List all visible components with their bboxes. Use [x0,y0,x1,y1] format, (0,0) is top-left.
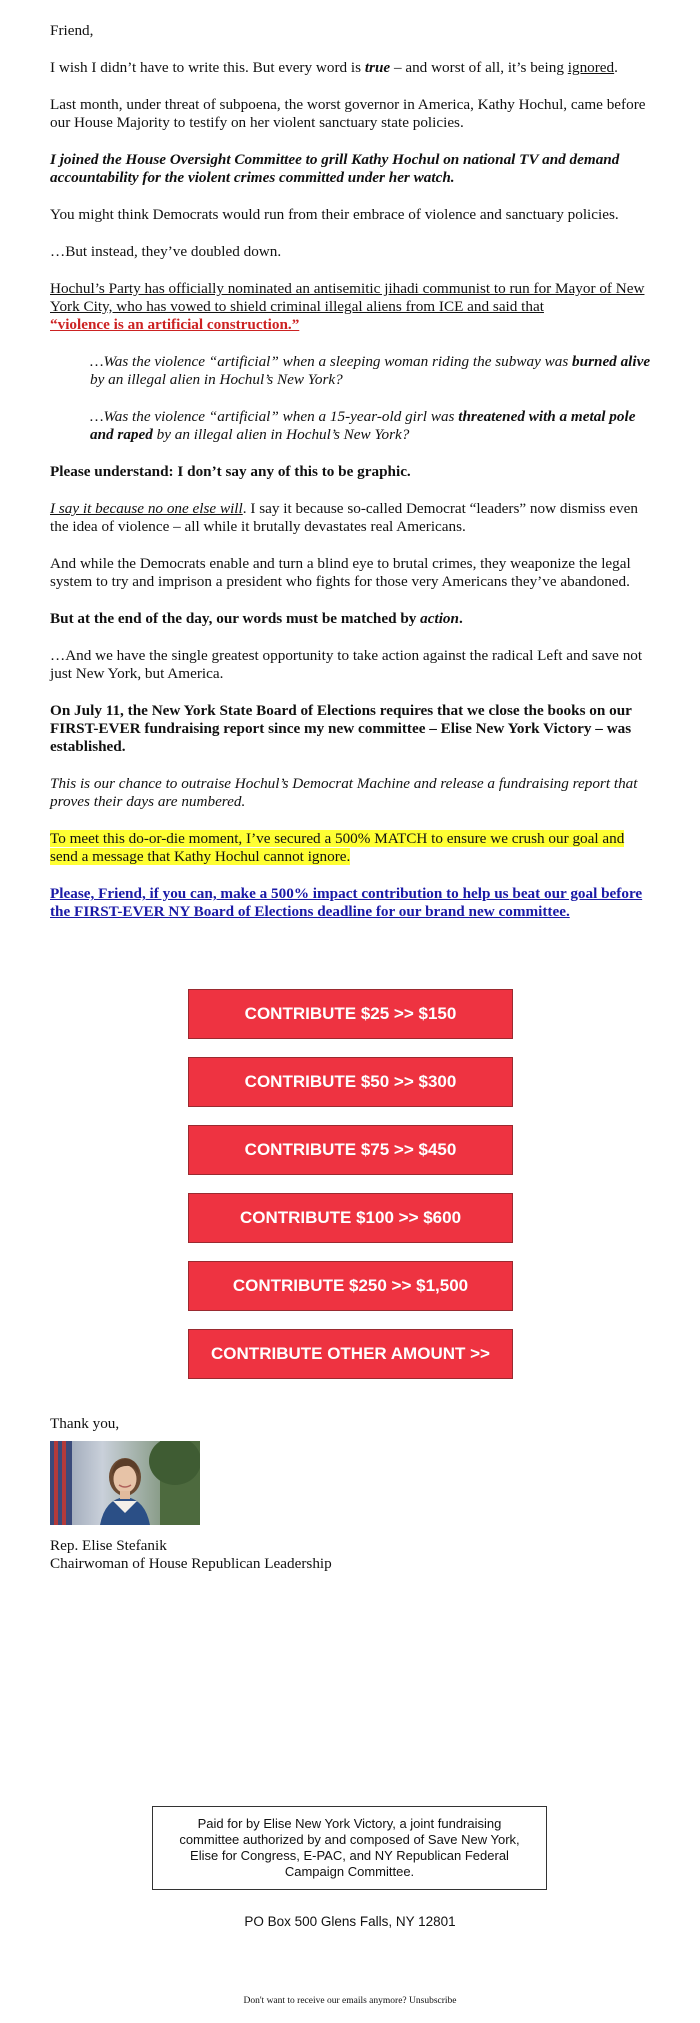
violence-quote-link[interactable]: “violence is an artificial construction.” [50,316,300,333]
paragraph-doubled-down: …But instead, they’ve doubled down. [50,243,282,260]
unsubscribe-link[interactable]: Unsubscribe [409,1996,457,2006]
closing: Thank you, [50,1415,120,1432]
contribute-250-button[interactable]: CONTRIBUTE $250 >> $1,500 [188,1261,513,1311]
signer-name: Rep. Elise Stefanik [50,1537,167,1554]
portrait-image [50,1441,200,1525]
contribute-appeal-link[interactable]: Please, Friend, if you can, make a 500% impact contribution to help us beat our goal before the FIRST-EVER NY Board of Elections deadline for our brand new committee. [50,885,643,920]
contribute-100-button[interactable]: CONTRIBUTE $100 >> $600 [188,1193,513,1243]
greeting: Friend, [50,22,94,39]
emphasis-true: true [364,59,391,76]
paragraph-deadline: On July 11, the New York State Board of Elections requires that we close the books on our FIRST-EVER fundraising report since my new committee – Elise New York Victory – was established. [50,702,632,755]
question-girl: …Was the violence “artificial” when a 15-year-old girl was threatened with a metal pole and raped by an illegal alien in Hochul’s New York? [90,408,636,443]
paragraph-intro: I wish I didn’t have to write this. But every word is true – and worst of all, it’s being ignored. [50,59,618,76]
paragraph-opportunity: …And we have the single greatest opportunity to take action against the radical Left and save not just New York, but America. [50,647,643,682]
paid-for-disclaimer: Paid for by Elise New York Victory, a joint fundraising committee authorized by and composed of Save New York, Elise for Congress, E-PAC, and NY Republican Federal Campaign Committee. [152,1806,547,1890]
highlighted-match-text: To meet this do-or-die moment, I’ve secured a 500% MATCH to ensure we crush our goal and send a message that Kathy Hochul cannot ignore. [50,830,625,865]
paragraph-match [50,830,655,866]
mailing-address: PO Box 500 Glens Falls, NY 12801 [244,1914,456,1929]
contribute-50-button[interactable]: CONTRIBUTE $50 >> $300 [188,1057,513,1107]
question-subway: …Was the violence “artificial” when a sleeping woman riding the subway was burned alive by an illegal alien in Hochul’s New York? [90,353,651,388]
paragraph-democrats: You might think Democrats would run from their embrace of violence and sanctuary policies. [50,206,619,223]
contribute-75-button[interactable]: CONTRIBUTE $75 >> $450 [188,1125,513,1175]
letter-body [50,22,655,940]
paragraph-weaponize: And while the Democrats enable and turn a blind eye to brutal crimes, they weaponize the legal system to try and imprison a president who fights for those very Americans they’ve abandoned. [50,555,631,590]
paragraph-oversight: I joined the House Oversight Committee to grill Kathy Hochul on national TV and demand accountability for the violent crimes committed under her watch. [50,151,620,186]
unsubscribe-line: Don't want to receive our emails anymore? Unsubscribe [243,1996,457,2006]
contribute-25-button[interactable]: CONTRIBUTE $25 >> $150 [188,989,513,1039]
paragraph-action: But at the end of the day, our words must be matched by action. [50,610,463,627]
signature-block [50,1415,655,1581]
paragraph-subpoena: Last month, under threat of subpoena, the worst governor in America, Kathy Hochul, came before our House Majority to testify on her violent sanctuary state policies. [50,96,646,131]
paragraph-no-one-else: I say it because no one else will. I say it because so-called Democrat “leaders” now dismiss even the idea of violence – all while it brutally devastates real Americans. [50,500,638,535]
no-one-else-link[interactable]: I say it because no one else will [50,500,243,517]
portrait-photo [50,1441,200,1525]
paragraph-nomination [50,280,655,334]
nomination-link[interactable]: Hochul’s Party has officially nominated an antisemitic jihadi communist to run for Mayor of New York City, who has vowed to shield criminal illegal aliens from ICE and said that [50,280,645,315]
paragraph-understand: Please understand: I don’t say any of this to be graphic. [50,463,411,480]
signer-title: Chairwoman of House Republican Leadership [50,1555,332,1572]
contribution-buttons [188,989,513,1397]
contribute-other-button[interactable]: CONTRIBUTE OTHER AMOUNT >> [188,1329,513,1379]
paragraph-outraise: This is our chance to outraise Hochul’s Democrat Machine and release a fundraising report that proves their days are numbered. [50,775,638,810]
emphasis-ignored: ignored [567,59,615,76]
paragraph-appeal [50,885,655,921]
